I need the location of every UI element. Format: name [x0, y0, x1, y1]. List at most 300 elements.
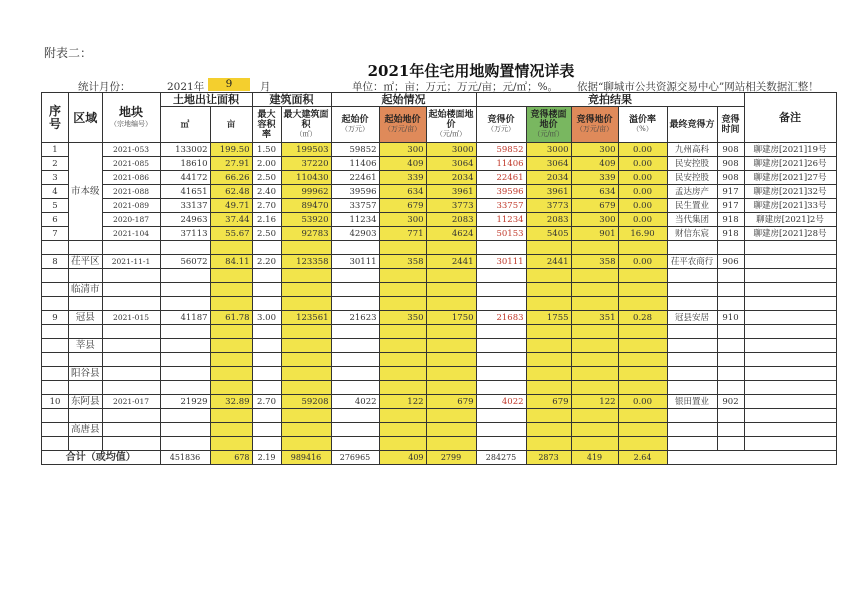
- max-far-cell: 2.70: [252, 199, 281, 213]
- seq-cell: 9: [42, 311, 69, 325]
- land-mu-cell: [210, 353, 252, 367]
- source-note: 依据“聊城市公共资源交易中心”网站相关数据汇整！: [577, 81, 819, 93]
- table-row: [42, 269, 837, 283]
- winner-cell: [667, 437, 717, 451]
- land-mu-cell: [210, 381, 252, 395]
- region-cell: 茌平区: [69, 255, 103, 269]
- win-land-price-cell: 300: [571, 143, 618, 157]
- start-price-cell: 11234: [331, 213, 379, 227]
- seq-cell: [42, 283, 69, 297]
- win-floor-price-cell: 1755: [526, 311, 571, 325]
- win-land-price-cell: [571, 269, 618, 283]
- remark-cell: [744, 381, 836, 395]
- max-build-area-cell: [281, 409, 331, 423]
- start-price-cell: [331, 325, 379, 339]
- seq-cell: [42, 367, 69, 381]
- win-land-price-cell: [571, 325, 618, 339]
- premium-cell: 0.00: [618, 157, 667, 171]
- seq-cell: 8: [42, 255, 69, 269]
- start-land-price-cell: 771: [379, 227, 426, 241]
- winner-cell: [667, 381, 717, 395]
- header-start-price-sub: （万元）: [341, 125, 370, 133]
- max-far-cell: 1.50: [252, 143, 281, 157]
- winner-cell: 当代集团: [667, 213, 717, 227]
- remark-cell: [744, 297, 836, 311]
- land-sqm-cell: [160, 325, 210, 339]
- header-win-land-price-label: 竞得地价: [576, 115, 613, 125]
- max-far-cell: 2.40: [252, 185, 281, 199]
- land-sqm-cell: 33137: [160, 199, 210, 213]
- max-build-area-cell: 89470: [281, 199, 331, 213]
- header-winner: 最终竞得方: [667, 107, 717, 143]
- remark-cell: [744, 311, 836, 325]
- start-land-price-cell: 634: [379, 185, 426, 199]
- header-premium: [618, 107, 667, 143]
- start-price-cell: 39596: [331, 185, 379, 199]
- parcel-code-cell: 2021-11-1: [102, 255, 160, 269]
- max-far-cell: [252, 381, 281, 395]
- start-floor-price-cell: [426, 423, 476, 437]
- premium-cell: [618, 269, 667, 283]
- region-cell: 阳谷县: [69, 367, 103, 381]
- header-win-floor-price-sub: （元/㎡）: [533, 130, 564, 138]
- region-cell: 冠县: [69, 311, 103, 325]
- remark-cell: [744, 367, 836, 381]
- win-land-price-cell: 409: [571, 157, 618, 171]
- start-land-price-cell: 339: [379, 171, 426, 185]
- win-land-price-cell: [571, 437, 618, 451]
- max-far-cell: 2.00: [252, 157, 281, 171]
- region-cell: [69, 409, 103, 423]
- start-floor-price-cell: 2083: [426, 213, 476, 227]
- win-price-cell: [476, 297, 526, 311]
- land-mu-cell: [210, 241, 252, 255]
- win-floor-price-cell: [526, 283, 571, 297]
- units-note: 单位：㎡；亩；万元；万元/亩；元/㎡；%。: [352, 81, 559, 93]
- land-purchase-table: [41, 92, 837, 465]
- land-mu-cell: 32.89: [210, 395, 252, 409]
- premium-cell: [618, 241, 667, 255]
- win-price-cell: [476, 269, 526, 283]
- max-build-area-cell: [281, 241, 331, 255]
- header-win-price: [476, 107, 526, 143]
- seq-cell: 2: [42, 157, 69, 171]
- parcel-code-cell: 2021-089: [102, 199, 160, 213]
- remark-cell: 聊建房[2021]28号: [744, 227, 836, 241]
- remark-cell: [744, 283, 836, 297]
- land-sqm-cell: 41187: [160, 311, 210, 325]
- table-row: [42, 171, 837, 185]
- win-land-price-cell: 339: [571, 171, 618, 185]
- win-time-cell: 908: [717, 157, 744, 171]
- premium-cell: 0.00: [618, 199, 667, 213]
- premium-cell: [618, 423, 667, 437]
- premium-cell: 0.00: [618, 213, 667, 227]
- land-sqm-cell: [160, 381, 210, 395]
- win-price-cell: 39596: [476, 185, 526, 199]
- start-floor-price-cell: [426, 353, 476, 367]
- winner-cell: 民安控股: [667, 171, 717, 185]
- win-time-cell: 917: [717, 185, 744, 199]
- start-price-cell: [331, 353, 379, 367]
- region-cell: [69, 437, 103, 451]
- win-floor-price-cell: 679: [526, 395, 571, 409]
- win-time-cell: [717, 283, 744, 297]
- seq-cell: [42, 339, 69, 353]
- win-time-cell: 918: [717, 227, 744, 241]
- start-land-price-cell: 409: [379, 157, 426, 171]
- winner-cell: [667, 297, 717, 311]
- win-price-cell: [476, 325, 526, 339]
- start-floor-price-cell: 2441: [426, 255, 476, 269]
- max-build-area-cell: 37220: [281, 157, 331, 171]
- start-land-price-cell: [379, 269, 426, 283]
- max-build-area-cell: 110430: [281, 171, 331, 185]
- start-land-price-cell: [379, 423, 426, 437]
- header-win-time: 竞得时间: [717, 107, 744, 143]
- parcel-code-cell: [102, 353, 160, 367]
- parcel-code-cell: [102, 423, 160, 437]
- winner-cell: [667, 339, 717, 353]
- table-row: [42, 367, 837, 381]
- stat-month-value: 9: [208, 78, 250, 91]
- land-mu-cell: 62.48: [210, 185, 252, 199]
- win-time-cell: 902: [717, 395, 744, 409]
- winner-cell: 孟达房产: [667, 185, 717, 199]
- parcel-code-cell: [102, 381, 160, 395]
- land-sqm-cell: [160, 367, 210, 381]
- max-far-cell: 2.50: [252, 171, 281, 185]
- header-mu: 亩: [210, 107, 252, 143]
- region-cell: [69, 241, 103, 255]
- start-land-price-cell: [379, 437, 426, 451]
- total-sfp-cell: 2799: [426, 451, 476, 465]
- winner-cell: 民生置业: [667, 199, 717, 213]
- table-row: [42, 227, 837, 241]
- max-far-cell: [252, 325, 281, 339]
- max-build-area-cell: [281, 353, 331, 367]
- premium-cell: 0.00: [618, 185, 667, 199]
- land-mu-cell: [210, 325, 252, 339]
- remark-cell: [744, 269, 836, 283]
- win-time-cell: [717, 353, 744, 367]
- parcel-code-cell: 2021-085: [102, 157, 160, 171]
- max-far-cell: [252, 297, 281, 311]
- max-far-cell: [252, 409, 281, 423]
- start-land-price-cell: 300: [379, 143, 426, 157]
- start-price-cell: 33757: [331, 199, 379, 213]
- page-title: 2021年住宅用地购置情况详表: [367, 62, 575, 80]
- premium-cell: [618, 297, 667, 311]
- premium-cell: [618, 283, 667, 297]
- start-price-cell: 22461: [331, 171, 379, 185]
- win-land-price-cell: 358: [571, 255, 618, 269]
- winner-cell: [667, 409, 717, 423]
- total-label: 合计（或均值）: [42, 451, 161, 465]
- region-cell: [69, 297, 103, 311]
- header-row-groups: [42, 93, 837, 107]
- table-row: [42, 255, 837, 269]
- table-row: [42, 297, 837, 311]
- seq-cell: 10: [42, 395, 69, 409]
- start-land-price-cell: [379, 283, 426, 297]
- remark-cell: 聊建房[2021]2号: [744, 213, 836, 227]
- win-floor-price-cell: 3000: [526, 143, 571, 157]
- remark-cell: 聊建房[2021]26号: [744, 157, 836, 171]
- remark-cell: 聊建房[2021]27号: [744, 171, 836, 185]
- header-parcel-label: 地块: [119, 105, 144, 119]
- max-build-area-cell: [281, 339, 331, 353]
- total-row: [42, 451, 837, 465]
- winner-cell: [667, 423, 717, 437]
- remark-cell: 聊建房[2021]32号: [744, 185, 836, 199]
- total-build-cell: 989416: [281, 451, 331, 465]
- region-cell: 临清市: [69, 283, 103, 297]
- start-floor-price-cell: [426, 325, 476, 339]
- premium-cell: 0.00: [618, 255, 667, 269]
- header-remark: 备注: [744, 93, 836, 143]
- win-floor-price-cell: [526, 353, 571, 367]
- start-floor-price-cell: 679: [426, 395, 476, 409]
- parcel-code-cell: [102, 339, 160, 353]
- table-row: [42, 423, 837, 437]
- win-price-cell: 33757: [476, 199, 526, 213]
- start-price-cell: [331, 381, 379, 395]
- max-build-area-cell: [281, 437, 331, 451]
- winner-cell: 银田置业: [667, 395, 717, 409]
- land-sqm-cell: [160, 437, 210, 451]
- max-build-area-cell: 99962: [281, 185, 331, 199]
- land-sqm-cell: 37113: [160, 227, 210, 241]
- stat-month-label: 统计月份：: [78, 81, 131, 93]
- start-price-cell: 11406: [331, 157, 379, 171]
- win-time-cell: [717, 241, 744, 255]
- remark-cell: [744, 255, 836, 269]
- seq-cell: 4: [42, 185, 69, 199]
- table-row: [42, 437, 837, 451]
- max-far-cell: [252, 339, 281, 353]
- win-land-price-cell: [571, 283, 618, 297]
- land-mu-cell: [210, 297, 252, 311]
- remark-cell: [744, 395, 836, 409]
- header-land-area: 土地出让面积: [160, 93, 252, 107]
- premium-cell: [618, 353, 667, 367]
- start-land-price-cell: 122: [379, 395, 426, 409]
- total-wlp-cell: 419: [571, 451, 618, 465]
- winner-cell: [667, 325, 717, 339]
- winner-cell: 财信东宸: [667, 227, 717, 241]
- start-floor-price-cell: 2034: [426, 171, 476, 185]
- table-row: [42, 339, 837, 353]
- win-land-price-cell: 122: [571, 395, 618, 409]
- start-land-price-cell: [379, 339, 426, 353]
- start-price-cell: [331, 297, 379, 311]
- start-land-price-cell: [379, 297, 426, 311]
- start-land-price-cell: 300: [379, 213, 426, 227]
- land-mu-cell: [210, 437, 252, 451]
- parcel-code-cell: 2021-088: [102, 185, 160, 199]
- max-far-cell: [252, 353, 281, 367]
- header-sqm: ㎡: [160, 107, 210, 143]
- land-sqm-cell: 18610: [160, 157, 210, 171]
- start-price-cell: [331, 241, 379, 255]
- win-time-cell: [717, 269, 744, 283]
- max-build-area-cell: 53920: [281, 213, 331, 227]
- start-price-cell: [331, 283, 379, 297]
- win-time-cell: [717, 409, 744, 423]
- premium-cell: 0.00: [618, 171, 667, 185]
- start-land-price-cell: [379, 381, 426, 395]
- land-mu-cell: 27.91: [210, 157, 252, 171]
- region-cell: 高唐县: [69, 423, 103, 437]
- max-build-area-cell: 123358: [281, 255, 331, 269]
- header-seq: 序号: [42, 93, 69, 143]
- parcel-code-cell: [102, 297, 160, 311]
- winner-cell: [667, 353, 717, 367]
- win-land-price-cell: 300: [571, 213, 618, 227]
- start-price-cell: 30111: [331, 255, 379, 269]
- max-far-cell: [252, 423, 281, 437]
- win-floor-price-cell: 3064: [526, 157, 571, 171]
- max-build-area-cell: [281, 381, 331, 395]
- win-floor-price-cell: 2083: [526, 213, 571, 227]
- header-win-land-price-sub: （万元/亩）: [575, 125, 614, 133]
- stat-year: 2021年: [167, 81, 205, 93]
- land-mu-cell: 55.67: [210, 227, 252, 241]
- start-floor-price-cell: [426, 283, 476, 297]
- max-far-cell: [252, 283, 281, 297]
- max-build-area-cell: [281, 367, 331, 381]
- win-floor-price-cell: 3961: [526, 185, 571, 199]
- table-row: [42, 395, 837, 409]
- win-price-cell: 4022: [476, 395, 526, 409]
- start-floor-price-cell: 3064: [426, 157, 476, 171]
- max-far-cell: 3.00: [252, 311, 281, 325]
- stat-month-suffix: 月: [260, 81, 271, 93]
- region-cell: [69, 325, 103, 339]
- header-win-price-label: 竞得价: [487, 115, 515, 125]
- win-land-price-cell: [571, 423, 618, 437]
- seq-cell: [42, 353, 69, 367]
- start-land-price-cell: 358: [379, 255, 426, 269]
- win-price-cell: 21683: [476, 311, 526, 325]
- header-max-build-area-sub: （㎡）: [295, 130, 317, 138]
- premium-cell: 0.28: [618, 311, 667, 325]
- header-start-floor-price-sub: （元/㎡）: [435, 130, 467, 138]
- land-sqm-cell: [160, 353, 210, 367]
- seq-cell: [42, 423, 69, 437]
- land-sqm-cell: [160, 269, 210, 283]
- premium-cell: [618, 381, 667, 395]
- seq-cell: [42, 409, 69, 423]
- land-sqm-cell: [160, 409, 210, 423]
- seq-cell: 1: [42, 143, 69, 157]
- max-far-cell: [252, 437, 281, 451]
- region-cell: [69, 381, 103, 395]
- land-mu-cell: 37.44: [210, 213, 252, 227]
- header-max-build-area-label: 最大建筑面积: [283, 110, 329, 130]
- seq-cell: [42, 297, 69, 311]
- remark-cell: [744, 339, 836, 353]
- header-building-area: 建筑面积: [252, 93, 331, 107]
- premium-cell: 0.00: [618, 143, 667, 157]
- start-price-cell: 21623: [331, 311, 379, 325]
- premium-cell: [618, 367, 667, 381]
- win-time-cell: 908: [717, 143, 744, 157]
- region-cell: 市本级: [69, 143, 103, 241]
- start-price-cell: 59852: [331, 143, 379, 157]
- header-result: 竞拍结果: [476, 93, 744, 107]
- header-win-land-price: [571, 107, 618, 143]
- header-parcel: [102, 93, 160, 143]
- total-slp-cell: 409: [379, 451, 426, 465]
- win-land-price-cell: [571, 339, 618, 353]
- start-floor-price-cell: [426, 437, 476, 451]
- win-floor-price-cell: [526, 437, 571, 451]
- parcel-code-cell: [102, 269, 160, 283]
- header-win-price-sub: （万元）: [487, 125, 516, 133]
- win-time-cell: 918: [717, 213, 744, 227]
- table-row: [42, 353, 837, 367]
- win-price-cell: [476, 409, 526, 423]
- win-floor-price-cell: [526, 325, 571, 339]
- header-max-build-area: [281, 107, 331, 143]
- win-price-cell: 30111: [476, 255, 526, 269]
- win-time-cell: [717, 381, 744, 395]
- start-price-cell: [331, 367, 379, 381]
- win-floor-price-cell: 2034: [526, 171, 571, 185]
- win-time-cell: [717, 367, 744, 381]
- land-sqm-cell: 41651: [160, 185, 210, 199]
- seq-cell: 7: [42, 227, 69, 241]
- win-floor-price-cell: [526, 381, 571, 395]
- header-start-floor-price-label: 起始楼面地价: [428, 110, 474, 130]
- land-sqm-cell: [160, 339, 210, 353]
- land-mu-cell: 61.78: [210, 311, 252, 325]
- header-start-price: [331, 107, 379, 143]
- header-premium-sub: （%）: [632, 125, 653, 133]
- start-price-cell: [331, 423, 379, 437]
- parcel-code-cell: [102, 241, 160, 255]
- table-row: [42, 157, 837, 171]
- start-floor-price-cell: 3000: [426, 143, 476, 157]
- remark-cell: [744, 325, 836, 339]
- seq-cell: 3: [42, 171, 69, 185]
- land-sqm-cell: 44172: [160, 171, 210, 185]
- win-price-cell: 50153: [476, 227, 526, 241]
- seq-cell: 5: [42, 199, 69, 213]
- winner-cell: [667, 241, 717, 255]
- start-floor-price-cell: 1750: [426, 311, 476, 325]
- start-floor-price-cell: 4624: [426, 227, 476, 241]
- header-max-far: 最大容积率: [252, 107, 281, 143]
- land-sqm-cell: 133002: [160, 143, 210, 157]
- start-price-cell: [331, 409, 379, 423]
- header-start-price-label: 起始价: [341, 115, 369, 125]
- max-build-area-cell: 59208: [281, 395, 331, 409]
- win-time-cell: [717, 297, 744, 311]
- land-mu-cell: [210, 423, 252, 437]
- premium-cell: [618, 409, 667, 423]
- win-price-cell: 59852: [476, 143, 526, 157]
- total-mu-cell: 678: [210, 451, 252, 465]
- parcel-code-cell: 2020-187: [102, 213, 160, 227]
- winner-cell: 冠县安居: [667, 311, 717, 325]
- land-sqm-cell: 21929: [160, 395, 210, 409]
- win-floor-price-cell: 5405: [526, 227, 571, 241]
- win-price-cell: [476, 437, 526, 451]
- table-row: [42, 213, 837, 227]
